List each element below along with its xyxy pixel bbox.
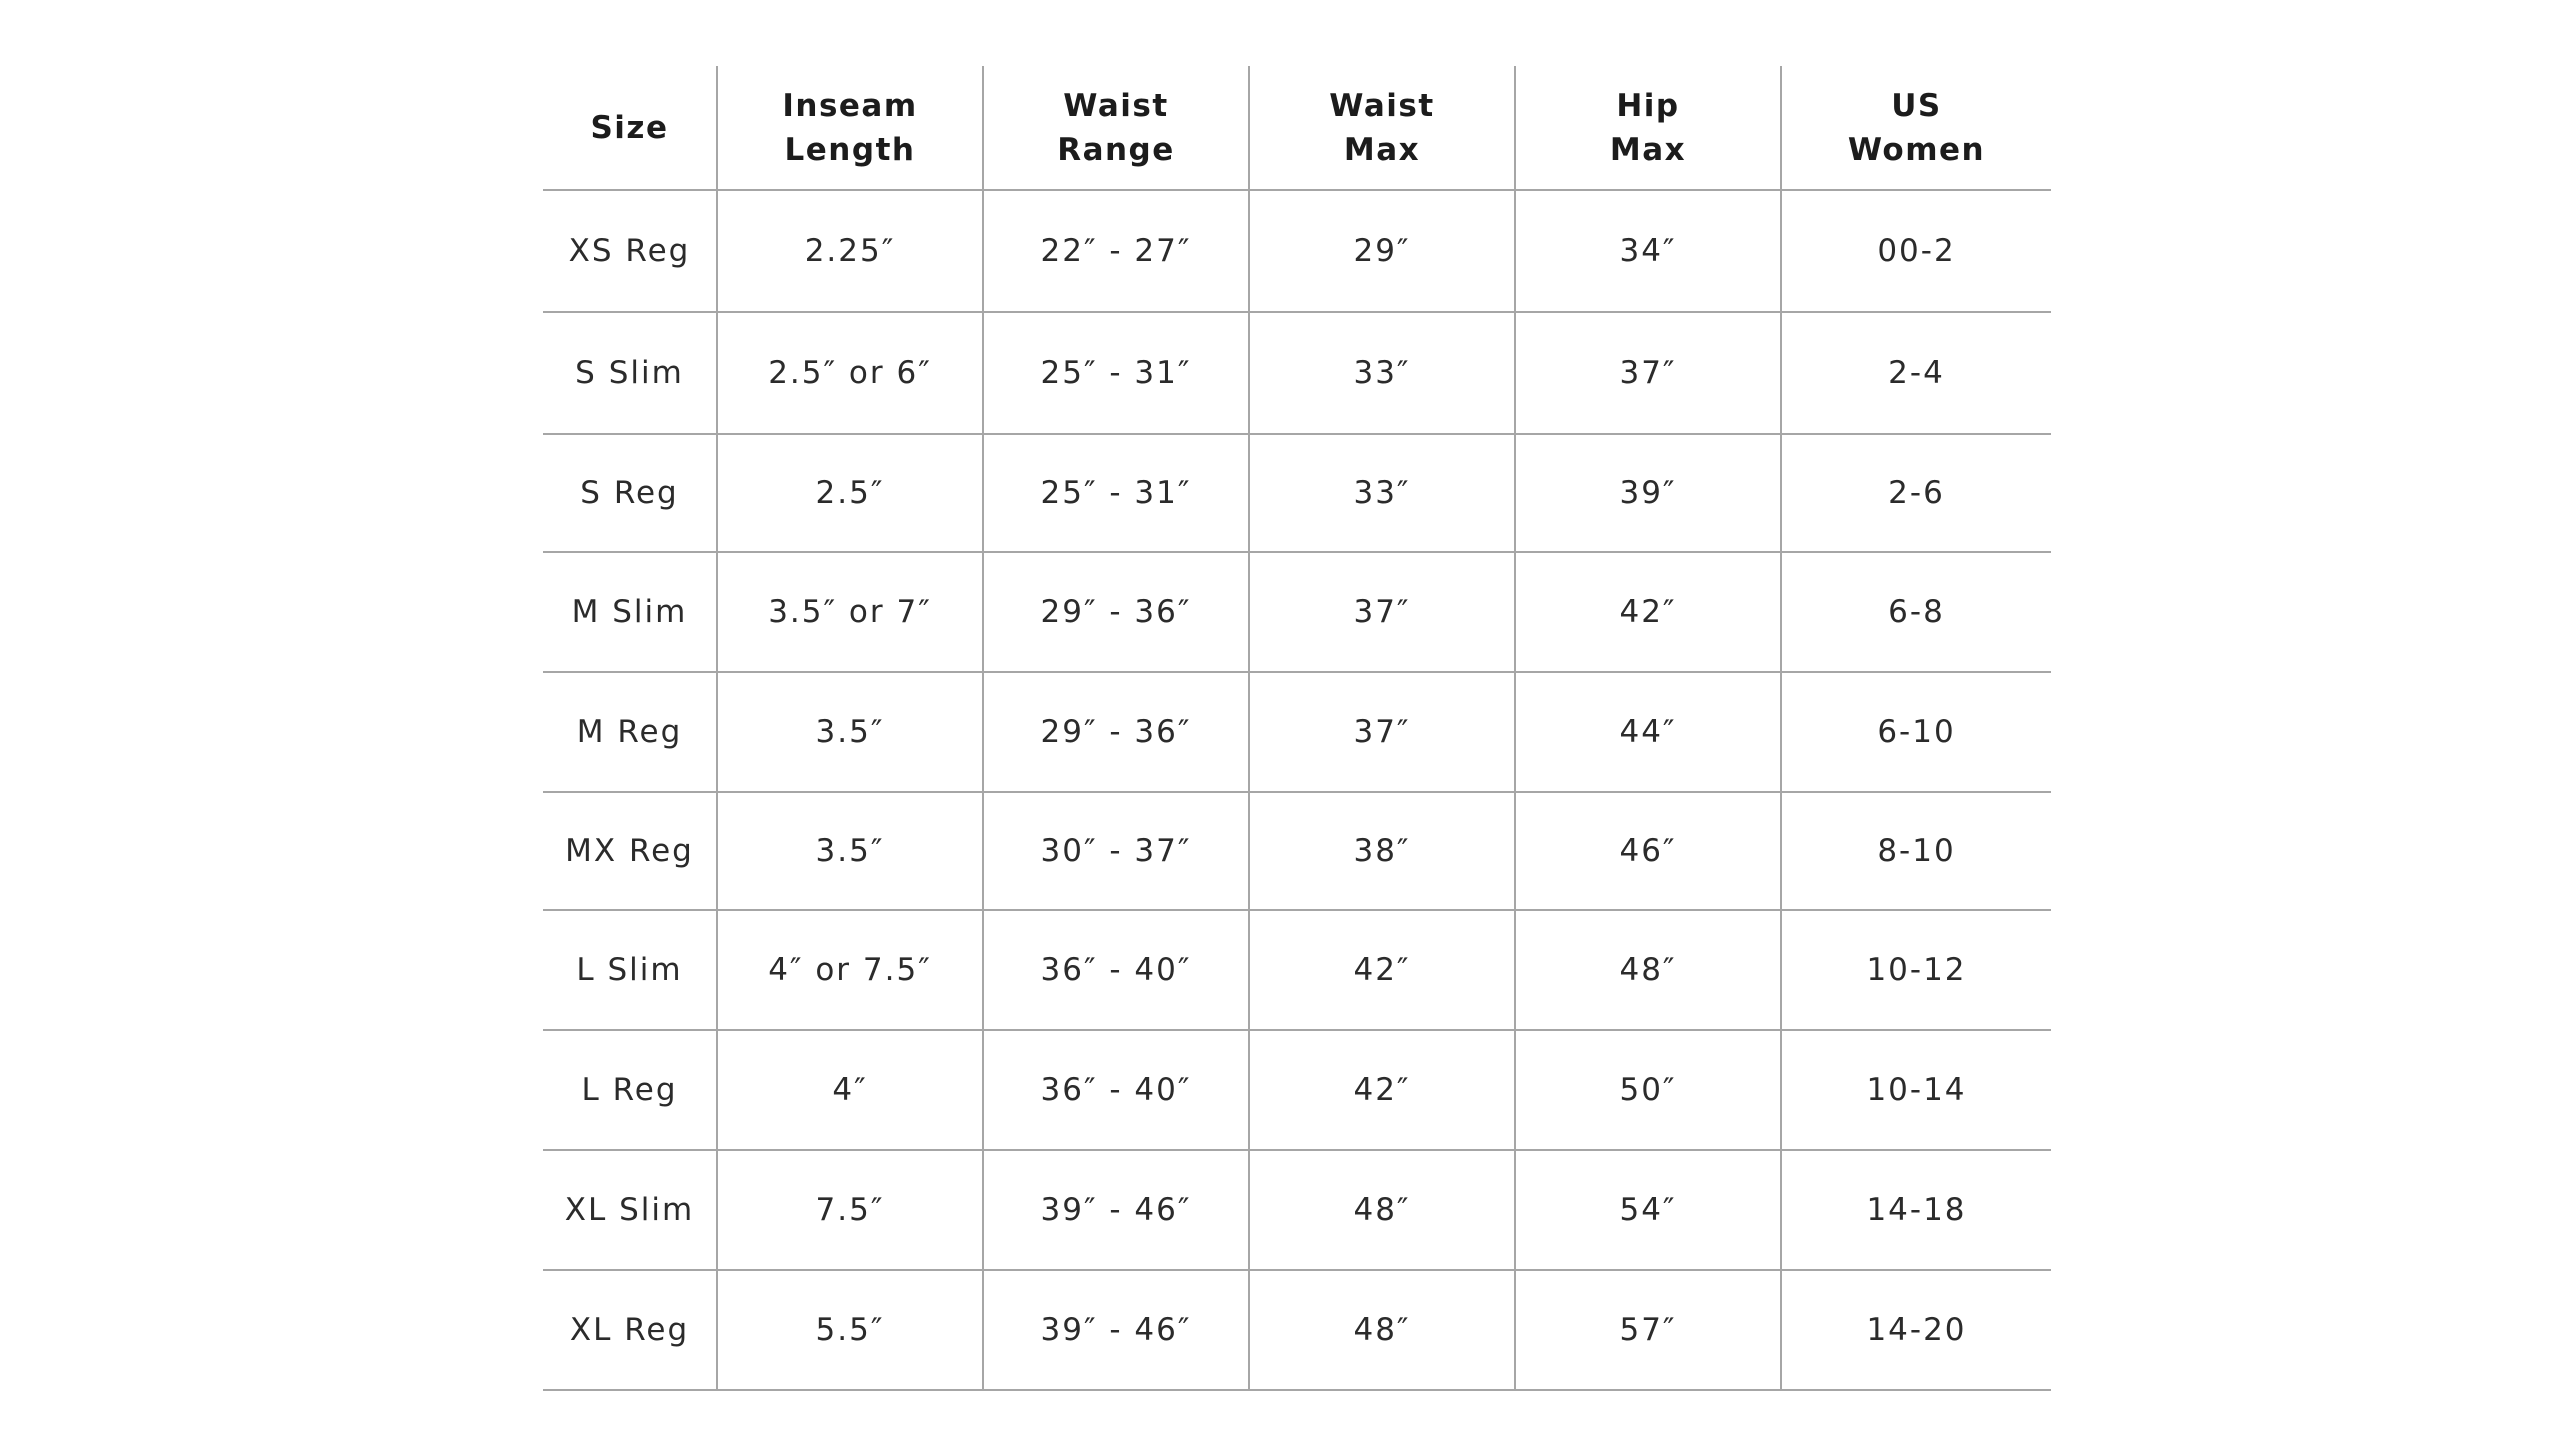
header-inseam-line2: Length <box>784 131 916 168</box>
table-row <box>543 434 2051 552</box>
cell-hip-max: 34″ <box>1515 190 1781 312</box>
cell-waist-range: 36″ - 40″ <box>983 910 1249 1030</box>
cell-size: XS Reg <box>543 190 717 312</box>
cell-waist-range: 30″ - 37″ <box>983 792 1249 910</box>
header-hip-max-line1: Hip <box>1616 87 1680 124</box>
header-hip-max-line2: Max <box>1609 131 1687 168</box>
header-waist-max <box>1249 66 1515 190</box>
header-waist-max-line1: Waist <box>1329 87 1435 124</box>
cell-inseam: 3.5″ or 7″ <box>717 552 983 672</box>
cell-hip-max: 37″ <box>1515 312 1781 434</box>
cell-waist-max: 48″ <box>1249 1270 1515 1390</box>
cell-waist-range: 29″ - 36″ <box>983 672 1249 792</box>
cell-waist-range: 36″ - 40″ <box>983 1030 1249 1150</box>
cell-waist-range: 25″ - 31″ <box>983 434 1249 552</box>
cell-us-women: 14-18 <box>1781 1150 2051 1270</box>
cell-waist-range: 22″ - 27″ <box>983 190 1249 312</box>
cell-inseam: 2.5″ <box>717 434 983 552</box>
cell-hip-max: 54″ <box>1515 1150 1781 1270</box>
table-row <box>543 552 2051 672</box>
cell-us-women: 10-12 <box>1781 910 2051 1030</box>
cell-hip-max: 39″ <box>1515 434 1781 552</box>
cell-inseam: 7.5″ <box>717 1150 983 1270</box>
table-row <box>543 910 2051 1030</box>
size-chart-table <box>543 66 2051 1391</box>
header-waist-max-line2: Max <box>1343 131 1421 168</box>
cell-us-women: 2-4 <box>1781 312 2051 434</box>
header-size-label: Size <box>590 109 669 146</box>
cell-us-women: 6-8 <box>1781 552 2051 672</box>
cell-waist-max: 29″ <box>1249 190 1515 312</box>
cell-size: S Slim <box>543 312 717 434</box>
cell-size: XL Reg <box>543 1270 717 1390</box>
cell-inseam: 2.25″ <box>717 190 983 312</box>
cell-waist-max: 38″ <box>1249 792 1515 910</box>
table-row <box>543 190 2051 312</box>
cell-size: L Slim <box>543 910 717 1030</box>
header-waist-range-line1: Waist <box>1063 87 1169 124</box>
header-row <box>543 66 2051 190</box>
cell-size: S Reg <box>543 434 717 552</box>
cell-hip-max: 50″ <box>1515 1030 1781 1150</box>
cell-hip-max: 44″ <box>1515 672 1781 792</box>
header-us-women-line1: US <box>1891 87 1942 124</box>
cell-hip-max: 48″ <box>1515 910 1781 1030</box>
header-size <box>543 66 717 190</box>
cell-us-women: 2-6 <box>1781 434 2051 552</box>
cell-waist-max: 37″ <box>1249 672 1515 792</box>
cell-waist-range: 29″ - 36″ <box>983 552 1249 672</box>
cell-size: MX Reg <box>543 792 717 910</box>
cell-hip-max: 46″ <box>1515 792 1781 910</box>
cell-waist-max: 42″ <box>1249 910 1515 1030</box>
cell-waist-range: 39″ - 46″ <box>983 1150 1249 1270</box>
cell-size: M Reg <box>543 672 717 792</box>
cell-waist-max: 33″ <box>1249 312 1515 434</box>
cell-waist-range: 39″ - 46″ <box>983 1270 1249 1390</box>
cell-hip-max: 42″ <box>1515 552 1781 672</box>
cell-inseam: 4″ <box>717 1030 983 1150</box>
cell-inseam: 3.5″ <box>717 792 983 910</box>
header-waist-range <box>983 66 1249 190</box>
cell-us-women: 00-2 <box>1781 190 2051 312</box>
cell-size: XL Slim <box>543 1150 717 1270</box>
header-waist-range-line2: Range <box>1057 131 1175 168</box>
cell-waist-max: 33″ <box>1249 434 1515 552</box>
cell-waist-max: 48″ <box>1249 1150 1515 1270</box>
table-row <box>543 672 2051 792</box>
cell-waist-max: 37″ <box>1249 552 1515 672</box>
cell-waist-range: 25″ - 31″ <box>983 312 1249 434</box>
header-us-women-line2: Women <box>1847 131 1986 168</box>
table-body <box>543 190 2051 1390</box>
table-header <box>543 66 2051 190</box>
table-row <box>543 1150 2051 1270</box>
cell-inseam: 4″ or 7.5″ <box>717 910 983 1030</box>
cell-size: M Slim <box>543 552 717 672</box>
cell-size: L Reg <box>543 1030 717 1150</box>
cell-hip-max: 57″ <box>1515 1270 1781 1390</box>
cell-inseam: 5.5″ <box>717 1270 983 1390</box>
cell-inseam: 3.5″ <box>717 672 983 792</box>
table-row <box>543 1030 2051 1150</box>
header-hip-max <box>1515 66 1781 190</box>
cell-inseam: 2.5″ or 6″ <box>717 312 983 434</box>
cell-us-women: 6-10 <box>1781 672 2051 792</box>
header-inseam-line1: Inseam <box>782 87 918 124</box>
cell-us-women: 14-20 <box>1781 1270 2051 1390</box>
cell-us-women: 8-10 <box>1781 792 2051 910</box>
header-us-women <box>1781 66 2051 190</box>
table-row <box>543 312 2051 434</box>
header-inseam-length <box>717 66 983 190</box>
table-row <box>543 1270 2051 1390</box>
cell-us-women: 10-14 <box>1781 1030 2051 1150</box>
cell-waist-max: 42″ <box>1249 1030 1515 1150</box>
table-row <box>543 792 2051 910</box>
